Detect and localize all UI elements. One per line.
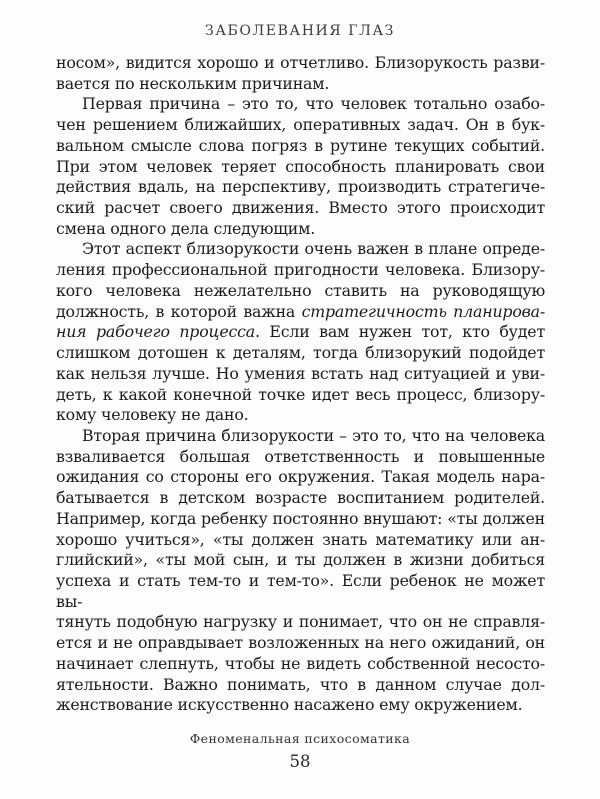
text-segment: смена одного дела следующим.	[56, 218, 316, 238]
text-line	[56, 385, 545, 406]
text-line	[56, 198, 545, 219]
text-line	[56, 695, 545, 716]
text-line	[56, 550, 545, 571]
text-segment: Первая причина – это то, что человек тотально озабо-	[82, 94, 545, 114]
text-line	[56, 281, 545, 302]
text-segment: взваливается большая ответственность и повышенные	[56, 446, 545, 466]
text-segment: вальном смысле слова погряз в рутине текущих событий.	[56, 135, 545, 155]
text-line	[56, 654, 545, 675]
italic-text-segment: ния рабочего процесса	[56, 322, 256, 342]
text-segment: женствование искусственно насажено ему окружением.	[56, 695, 523, 715]
text-segment: вается по нескольким причинам.	[56, 73, 330, 93]
text-segment: кому человеку не дано.	[56, 405, 249, 425]
text-segment: ления профессиональной пригодности человека. Близору-	[56, 260, 545, 280]
text-line	[56, 405, 545, 426]
text-segment: батывается в детском возрасте воспитанием родителей.	[56, 488, 545, 508]
text-segment: тянуть подобную нагрузку и понимает, что он не справля-	[56, 612, 545, 632]
footer-book-title: Феноменальная психосоматика	[189, 731, 411, 746]
text-segment: хорошо учиться», «ты должен знать математику или ан-	[56, 529, 545, 549]
text-segment: действия вдаль, на перспективу, производить стратегиче-	[56, 177, 545, 197]
text-line	[56, 136, 545, 157]
text-line	[56, 447, 545, 468]
body-text	[56, 53, 545, 716]
text-segment: как нельзя лучше. Но умения встать над ситуацией и уви-	[56, 363, 545, 383]
text-segment: Вторая причина близорукости – это то, что на человека	[82, 425, 545, 445]
text-line	[56, 302, 545, 323]
text-segment: ожидания со стороны его окружения. Такая модель нара-	[56, 467, 545, 487]
text-line	[56, 488, 545, 509]
text-segment: ется и не оправдывает возложенных на него ожиданий, он	[56, 633, 545, 653]
text-line	[56, 260, 545, 281]
text-segment: При этом человек теряет способность планировать свои	[56, 156, 545, 176]
text-line	[56, 612, 545, 633]
italic-text-segment: стратегичность планирова-	[301, 301, 545, 321]
text-segment: начинает слепнуть, чтобы не видеть собственной несосто-	[56, 653, 545, 673]
text-segment: деть, к какой конечной точке идет весь процесс, близору-	[56, 384, 545, 404]
text-line	[56, 157, 545, 178]
text-line	[56, 364, 545, 385]
running-header: ЗАБОЛЕВАНИЯ ГЛАЗ	[205, 23, 395, 39]
text-segment: должность, в которой важна	[56, 301, 302, 321]
text-segment: Например, когда ребенку постоянно внушают: «ты должен	[56, 508, 545, 528]
text-segment: чен решением ближайших, оперативных задач. Он в бук-	[56, 115, 545, 135]
text-line	[56, 675, 545, 696]
text-segment: носом», видится хорошо и отчетливо. Близорукость разви-	[56, 53, 545, 72]
text-line	[56, 219, 545, 240]
text-line	[56, 571, 545, 612]
text-segment: ский расчет своего движения. Вместо этого происходит	[56, 198, 545, 218]
text-segment: . Если вам нужен тот, кто будет	[255, 322, 545, 342]
text-line	[56, 94, 545, 115]
text-line	[56, 53, 545, 74]
text-segment: ятельности. Важно понимать, что в данном случае дол-	[56, 674, 545, 694]
text-line	[56, 467, 545, 488]
text-line	[56, 633, 545, 654]
text-segment: Этот аспект близорукости очень важен в плане опреде-	[82, 239, 545, 259]
text-line	[56, 426, 545, 447]
text-line	[56, 530, 545, 551]
text-segment: слишком дотошен к деталям, тогда близорукий подойдет	[56, 343, 545, 363]
text-line	[56, 239, 545, 260]
page-number: 58	[289, 752, 311, 771]
text-line	[56, 509, 545, 530]
text-segment: успеха и стать тем-то и тем-то». Если ребенок не может вы-	[56, 570, 545, 611]
text-line	[56, 115, 545, 136]
text-segment: глийский», «ты мой сын, и ты должен в жизни добиться	[56, 550, 545, 570]
text-segment: кого человека нежелательно ставить на руководящую	[56, 280, 545, 300]
text-line	[56, 343, 545, 364]
text-line	[56, 322, 545, 343]
text-line	[56, 74, 545, 95]
text-line	[56, 177, 545, 198]
